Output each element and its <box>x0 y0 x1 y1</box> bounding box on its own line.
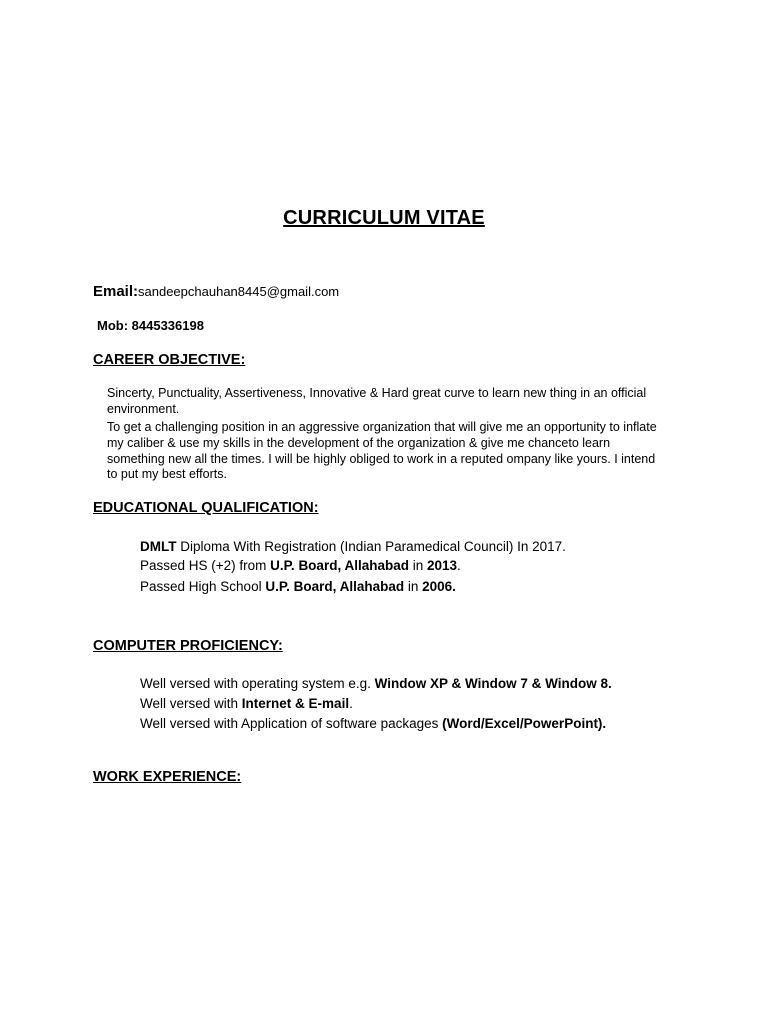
work-experience-heading: WORK EXPERIENCE: <box>93 769 242 785</box>
email-line <box>93 283 339 301</box>
education-item-dmlt-bold: DMLT <box>140 539 177 554</box>
computer-item-internet-period: . <box>349 696 353 711</box>
career-objective-heading: CAREER OBJECTIVE: <box>93 352 246 368</box>
mobile-number: Mob: 8445336198 <box>97 318 204 333</box>
education-item-hsc-year: 2006. <box>422 579 456 594</box>
email-value: sandeepchauhan8445@gmail.com <box>138 284 340 299</box>
computer-item-internet-text: Well versed with <box>140 696 242 711</box>
computer-item-internet-bold: Internet & E-mail <box>241 696 350 711</box>
computer-item-os-bold: Window XP & Window 7 & Window 8. <box>374 676 612 691</box>
document-title: CURRICULUM VITAE <box>283 207 485 229</box>
career-objective-para-1: Sincerty, Punctuality, Assertiveness, Innovative & Hard great curve to learn new thing in an official environment. <box>107 386 647 416</box>
computer-item-software-bold: (Word/Excel/PowerPoint). <box>442 716 607 731</box>
computer-item-internet <box>140 696 353 711</box>
computer-item-os <box>140 676 612 691</box>
education-item-dmlt <box>140 539 566 554</box>
computer-proficiency-heading: COMPUTER PROFICIENCY: <box>93 638 283 654</box>
educational-qualification-heading: EDUCATIONAL QUALIFICATION: <box>93 500 319 516</box>
education-item-high-school <box>140 579 456 594</box>
computer-item-software <box>140 716 606 731</box>
computer-item-os-text: Well versed with operating system e.g. <box>140 676 375 691</box>
education-item-hs-period: . <box>457 558 461 573</box>
email-label: Email: <box>93 283 139 300</box>
computer-item-software-text: Well versed with Application of software packages <box>140 716 443 731</box>
education-item-hsc-board: U.P. Board, Allahabad <box>265 579 405 594</box>
education-item-hs-year: 2013 <box>426 558 458 573</box>
education-item-hsc-in: in <box>404 579 423 594</box>
education-item-hsc-text: Passed High School <box>140 579 266 594</box>
education-item-hs-board: U.P. Board, Allahabad <box>270 558 409 573</box>
education-item-dmlt-text: Diploma With Registration (Indian Paramedical Council) In 2017. <box>176 539 566 554</box>
education-item-hs-text: Passed HS (+2) from <box>140 558 271 573</box>
education-item-hs <box>140 558 461 573</box>
education-item-hs-in: in <box>408 558 427 573</box>
career-objective-para-2: To get a challenging position in an aggressive organization that will give me an opportunity to inflate my caliber & use my skills in the development of the organization & give me chanceto learn something new all the times. I will be highly obliged to work in a reputed ompany like yours. I intend to put my best efforts. <box>107 420 657 482</box>
